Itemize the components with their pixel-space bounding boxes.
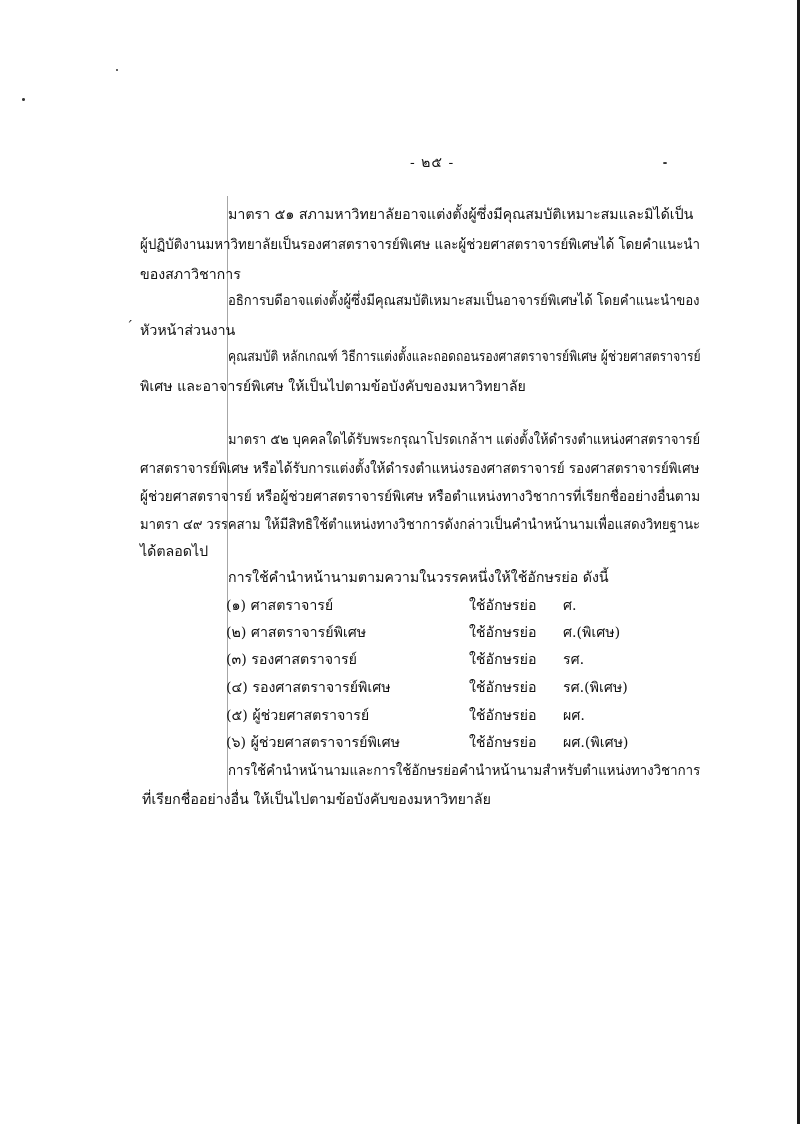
abbreviation-label: ใช้อักษรย่อ: [469, 598, 537, 614]
abbreviation-label: ใช้อักษรย่อ: [469, 625, 537, 641]
scan-speck: [663, 162, 667, 164]
abbreviation-value: รศ.(พิเศษ): [563, 680, 628, 696]
closing-line-1: การใช้คำนำหน้านามและการใช้อักษรย่อคำนำหน้านามสำหรับตำแหน่งทางวิชาการ: [228, 763, 701, 779]
abbreviation-value: ศ.: [563, 598, 577, 614]
abbreviation-value: ผศ.(พิเศษ): [563, 735, 629, 751]
abbreviation-value: รศ.: [563, 652, 585, 668]
abbreviation-intro: การใช้คำนำหน้านามตามความในวรรคหนึ่งให้ใช้อักษรย่อ ดังนี้: [228, 570, 609, 586]
section-52-line-2: ศาสตราจารย์พิเศษ หรือได้รับการแต่งตั้งให้ดำรงตำแหน่งรองศาสตราจารย์ รองศาสตราจารย์พิเศษ: [140, 461, 700, 477]
title-item: (๔) รองศาสตราจารย์พิเศษ: [226, 680, 391, 696]
title-item: (๑) ศาสตราจารย์: [226, 598, 334, 614]
page-number: - ๒๕ -: [410, 155, 455, 171]
abbreviation-row: [226, 651, 666, 669]
section-52-line-3: ผู้ช่วยศาสตราจารย์ หรือผู้ช่วยศาสตราจารย์พิเศษ หรือตำแหน่งทางวิชาการที่เรียกชื่ออย่างอื่นตาม: [140, 489, 701, 505]
title-item: (๓) รองศาสตราจารย์: [226, 652, 357, 668]
paragraph-2-line-2: หัวหน้าส่วนงาน: [140, 323, 236, 339]
abbreviation-value: ศ.(พิเศษ): [563, 625, 621, 641]
abbreviation-value: ผศ.: [563, 708, 585, 724]
abbreviation-label: ใช้อักษรย่อ: [469, 708, 537, 724]
abbreviation-label: ใช้อักษรย่อ: [469, 680, 537, 696]
section-51-line-2: ผู้ปฏิบัติงานมหาวิทยาลัยเป็นรองศาสตราจารย์พิเศษ และผู้ช่วยศาสตราจารย์พิเศษได้ โดยคำแนะนำ: [140, 237, 701, 253]
section-52-line-5: ได้ตลอดไป: [140, 544, 209, 560]
paragraph-3-line-2: พิเศษ และอาจารย์พิเศษ ให้เป็นไปตามข้อบังคับของมหาวิทยาลัย: [140, 379, 526, 395]
abbreviation-label: ใช้อักษรย่อ: [469, 652, 537, 668]
scan-speck: [22, 98, 25, 101]
closing-line-2: ที่เรียกชื่ออย่างอื่น ให้เป็นไปตามข้อบังคับของมหาวิทยาลัย: [142, 792, 491, 808]
abbreviation-row: [226, 707, 666, 725]
abbreviation-row: [226, 734, 666, 752]
section-52-line-1: มาตรา ๕๒ บุคคลใดได้รับพระกรุณาโปรดเกล้าฯ แต่งตั้งให้ดำรงตำแหน่งศาสตราจารย์: [228, 432, 701, 448]
paragraph-3-line-1: คุณสมบัติ หลักเกณฑ์ วิธีการแต่งตั้งและถอดถอนรองศาสตราจารย์พิเศษ ผู้ช่วยศาสตราจารย์: [228, 349, 701, 365]
abbreviation-row: [226, 679, 666, 697]
section-52-line-4: มาตรา ๔๙ วรรคสาม ให้มีสิทธิใช้ตำแหน่งทางวิชาการดังกล่าวเป็นคำนำหน้านามเพื่อแสดงวิทยฐานะ: [140, 517, 701, 533]
abbreviation-label: ใช้อักษรย่อ: [469, 735, 537, 751]
scan-speck: [116, 69, 118, 71]
abbreviation-row: [226, 597, 666, 615]
section-51-line-3: ของสภาวิชาการ: [140, 267, 241, 283]
title-item: (๒) ศาสตราจารย์พิเศษ: [226, 625, 367, 641]
title-item: (๕) ผู้ช่วยศาสตราจารย์: [226, 708, 370, 724]
section-51-line-1: มาตรา ๕๑ สภามหาวิทยาลัยอาจแต่งตั้งผู้ซึ่งมีคุณสมบัติเหมาะสมและมิได้เป็น: [228, 207, 694, 223]
title-item: (๖) ผู้ช่วยศาสตราจารย์พิเศษ: [226, 735, 401, 751]
abbreviation-row: [226, 624, 666, 642]
paragraph-2-line-1: อธิการบดีอาจแต่งตั้งผู้ซึ่งมีคุณสมบัติเหมาะสมเป็นอาจารย์พิเศษได้ โดยคำแนะนำของ: [228, 293, 700, 309]
scan-tick-mark: ´: [126, 319, 133, 335]
